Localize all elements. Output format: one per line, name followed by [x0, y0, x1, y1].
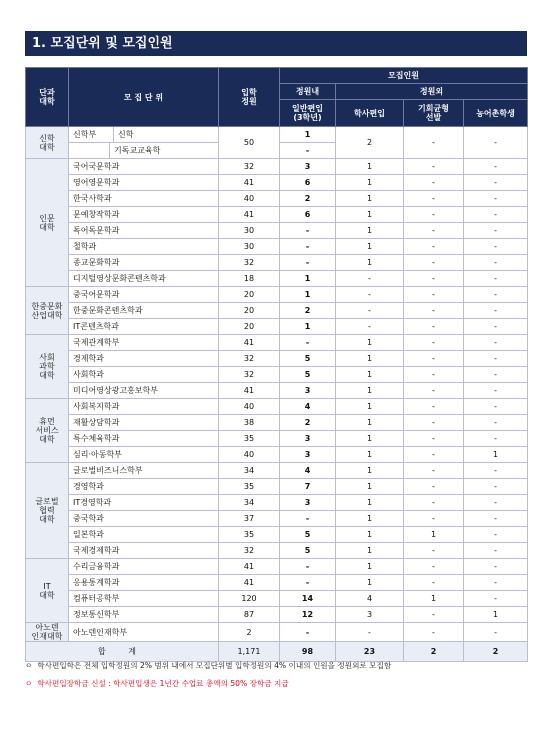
cell-general: 6 — [280, 207, 336, 223]
unit-name: 한국사학과 — [69, 191, 219, 207]
cell-bachelor: 4 — [336, 591, 404, 607]
cell-bachelor: 1 — [336, 479, 404, 495]
cell-equal: - — [404, 239, 464, 255]
unit-name: 철학과 — [69, 239, 219, 255]
cell-bachelor: 1 — [336, 175, 404, 191]
cell-quota: 32 — [219, 351, 280, 367]
unit-name: 글로벌비즈니스학부 — [69, 463, 219, 479]
table-row — [26, 463, 528, 479]
cell-general: 1 — [280, 271, 336, 287]
cell-equal: - — [404, 127, 464, 159]
unit-name: 문예창작학과 — [69, 207, 219, 223]
cell-rural: - — [464, 175, 528, 191]
cell-bachelor: - — [336, 303, 404, 319]
unit-name: 미디어영상광고홍보학부 — [69, 383, 219, 399]
table-row — [26, 335, 528, 351]
unit-name: 수리금융학과 — [69, 559, 219, 575]
cell-quota: 37 — [219, 511, 280, 527]
cell-rural: - — [464, 383, 528, 399]
table-row — [26, 207, 528, 223]
cell-rural: - — [464, 527, 528, 543]
cell-general: 4 — [280, 399, 336, 415]
cell-general: - — [280, 143, 336, 159]
cell-bachelor: 1 — [336, 543, 404, 559]
cell-bachelor: 1 — [336, 383, 404, 399]
cell-rural: - — [464, 287, 528, 303]
header-unit: 모 집 단 위 — [69, 68, 219, 127]
cell-bachelor: 1 — [336, 255, 404, 271]
header-quota: 입학 정원 — [219, 68, 280, 127]
cell-general: 2 — [280, 191, 336, 207]
cell-quota: 40 — [219, 399, 280, 415]
cell-general: 7 — [280, 479, 336, 495]
total-row — [26, 642, 528, 662]
cell-bachelor: 1 — [336, 463, 404, 479]
cell-quota: 34 — [219, 463, 280, 479]
unit-name: 영어영문학과 — [69, 175, 219, 191]
unit-name: 한중문화콘텐츠학과 — [69, 303, 219, 319]
unit-name: 기독교교육학 — [109, 143, 218, 158]
unit-name: 심리·아동학부 — [69, 447, 219, 463]
cell-bachelor: 1 — [336, 239, 404, 255]
cell-quota: 20 — [219, 287, 280, 303]
cell-rural: - — [464, 255, 528, 271]
college-name: 인문 대학 — [26, 159, 69, 287]
unit-name: 디지털영상문화콘텐츠학과 — [69, 271, 219, 287]
cell-bachelor: 1 — [336, 399, 404, 415]
cell-rural: - — [464, 415, 528, 431]
unit-name: 국어국문학과 — [69, 159, 219, 175]
header-recruit: 모집인원 — [280, 68, 528, 84]
table-row — [26, 351, 528, 367]
cell-equal: - — [404, 207, 464, 223]
cell-general: 3 — [280, 159, 336, 175]
cell-equal: - — [404, 223, 464, 239]
cell-quota: 20 — [219, 319, 280, 335]
unit-name: 컴퓨터공학부 — [69, 591, 219, 607]
cell-equal: - — [404, 495, 464, 511]
cell-general: - — [280, 335, 336, 351]
unit-name: 재활상담학과 — [69, 415, 219, 431]
table-row — [26, 159, 528, 175]
unit-name: 특수체육학과 — [69, 431, 219, 447]
table-row — [26, 191, 528, 207]
cell-bachelor: 1 — [336, 527, 404, 543]
table-row — [26, 255, 528, 271]
table-row — [26, 287, 528, 303]
cell-bachelor: 1 — [336, 335, 404, 351]
cell-rural: - — [464, 463, 528, 479]
cell-general: 3 — [280, 431, 336, 447]
recruitment-table — [25, 67, 528, 662]
cell-equal: - — [404, 159, 464, 175]
note-2: ㅇ 학사편입장학금 신설 : 학사편입생은 1년간 수업료 총액의 50% 장학금 지급 — [25, 679, 289, 688]
cell-quota: 41 — [219, 383, 280, 399]
cell-quota: 41 — [219, 175, 280, 191]
cell-equal: - — [404, 511, 464, 527]
cell-equal: - — [404, 319, 464, 335]
cell-quota: 30 — [219, 223, 280, 239]
college-name: 한중문화 산업대학 — [26, 287, 69, 335]
section-title: 1. 모집단위 및 모집인원 — [25, 31, 527, 56]
cell-equal: 1 — [404, 591, 464, 607]
table-row — [26, 239, 528, 255]
cell-rural: - — [464, 495, 528, 511]
cell-general: - — [280, 511, 336, 527]
cell-bachelor: 1 — [336, 559, 404, 575]
unit-name: 신학 — [113, 127, 218, 142]
table-row — [26, 447, 528, 463]
cell-rural: - — [464, 559, 528, 575]
header-in-quota: 정원내 — [280, 84, 336, 100]
cell-equal: - — [404, 543, 464, 559]
table-row — [26, 479, 528, 495]
cell-bachelor: 1 — [336, 431, 404, 447]
cell-rural: - — [464, 159, 528, 175]
cell-bachelor: 1 — [336, 495, 404, 511]
unit-name: 중국학과 — [69, 511, 219, 527]
cell-rural: - — [464, 399, 528, 415]
table-row — [26, 175, 528, 191]
header-bachelor: 학사편입 — [336, 100, 404, 127]
cell-quota: 41 — [219, 575, 280, 591]
cell-general: 3 — [280, 383, 336, 399]
cell-bachelor: - — [336, 319, 404, 335]
cell-quota: 38 — [219, 415, 280, 431]
cell-bachelor: 1 — [336, 575, 404, 591]
cell-general: - — [280, 623, 336, 642]
cell-rural: - — [464, 303, 528, 319]
cell-bachelor: 2 — [336, 127, 404, 159]
cell-bachelor: 1 — [336, 415, 404, 431]
cell-equal: - — [404, 623, 464, 642]
cell-quota: 34 — [219, 495, 280, 511]
total-bachelor: 23 — [336, 642, 404, 662]
cell-equal: - — [404, 447, 464, 463]
cell-bachelor: 1 — [336, 367, 404, 383]
cell-general: 2 — [280, 303, 336, 319]
cell-rural: - — [464, 335, 528, 351]
cell-rural: - — [464, 367, 528, 383]
cell-equal: - — [404, 607, 464, 623]
cell-bachelor: 1 — [336, 447, 404, 463]
cell-bachelor: - — [336, 271, 404, 287]
cell-general: - — [280, 559, 336, 575]
table-row — [26, 367, 528, 383]
unit-group: 신학부 — [73, 130, 97, 139]
college-name: 사회 과학 대학 — [26, 335, 69, 399]
table-row — [26, 607, 528, 623]
cell-equal: - — [404, 431, 464, 447]
college-name: 휴먼 서비스 대학 — [26, 399, 69, 463]
header-out-quota: 정원외 — [336, 84, 528, 100]
table-row — [26, 543, 528, 559]
cell-bachelor: 1 — [336, 159, 404, 175]
table-row — [26, 431, 528, 447]
cell-equal: - — [404, 367, 464, 383]
total-equal: 2 — [404, 642, 464, 662]
cell-bachelor: 1 — [336, 223, 404, 239]
cell-rural: - — [464, 127, 528, 159]
cell-equal: - — [404, 175, 464, 191]
cell-general: 5 — [280, 367, 336, 383]
cell-bachelor: 3 — [336, 607, 404, 623]
cell-quota: 40 — [219, 191, 280, 207]
unit-name: 국제경제학과 — [69, 543, 219, 559]
cell-quota: 20 — [219, 303, 280, 319]
college-name: 아노덴 인재대학 — [26, 623, 69, 642]
note-1: ㅇ 학사편입학은 전체 입학정원의 2% 범위 내에서 모집단위별 입학정원의 4% 이내의 인원을 정원외로 모집함 — [25, 661, 392, 670]
table-row — [26, 511, 528, 527]
table-row — [26, 223, 528, 239]
cell-rural: 1 — [464, 607, 528, 623]
header-rural: 농어촌학생 — [464, 100, 528, 127]
header-equal: 기회균형 선발 — [404, 100, 464, 127]
unit-name: 경제학과 — [69, 351, 219, 367]
cell-general: - — [280, 223, 336, 239]
table-row — [26, 591, 528, 607]
cell-equal: - — [404, 479, 464, 495]
table-row — [26, 383, 528, 399]
cell-bachelor: 1 — [336, 207, 404, 223]
cell-rural: - — [464, 351, 528, 367]
cell-bachelor: - — [336, 623, 404, 642]
cell-general: 5 — [280, 351, 336, 367]
cell-rural: - — [464, 431, 528, 447]
cell-general: 14 — [280, 591, 336, 607]
cell-quota: 35 — [219, 527, 280, 543]
cell-equal: - — [404, 575, 464, 591]
college-name: 글로벌 협력 대학 — [26, 463, 69, 559]
cell-equal: - — [404, 351, 464, 367]
unit-name: 응용통계학과 — [69, 575, 219, 591]
cell-general: 1 — [280, 287, 336, 303]
table-row — [26, 527, 528, 543]
cell-rural: - — [464, 271, 528, 287]
college-name: IT 대학 — [26, 559, 69, 623]
total-rural: 2 — [464, 642, 528, 662]
cell-quota: 120 — [219, 591, 280, 607]
cell-general: 1 — [280, 127, 336, 143]
table-row — [26, 575, 528, 591]
cell-equal: - — [404, 383, 464, 399]
cell-equal: - — [404, 303, 464, 319]
cell-rural: - — [464, 623, 528, 642]
cell-general: 2 — [280, 415, 336, 431]
cell-general: 3 — [280, 495, 336, 511]
header-college: 단과 대학 — [26, 68, 69, 127]
cell-quota: 30 — [219, 239, 280, 255]
table-row — [26, 303, 528, 319]
table-row — [26, 415, 528, 431]
unit-name: 사회복지학과 — [69, 399, 219, 415]
cell-quota: 18 — [219, 271, 280, 287]
table-row — [26, 127, 528, 143]
cell-quota: 35 — [219, 431, 280, 447]
cell-rural: - — [464, 543, 528, 559]
cell-rural: - — [464, 207, 528, 223]
table-row — [26, 495, 528, 511]
table-row — [26, 559, 528, 575]
unit-name: 아노덴인재학부 — [69, 623, 219, 642]
cell-rural: - — [464, 191, 528, 207]
unit-name: 독어독문학과 — [69, 223, 219, 239]
unit-name: 종교문화학과 — [69, 255, 219, 271]
college-name: 신학 대학 — [26, 127, 69, 159]
cell-equal: - — [404, 415, 464, 431]
cell-quota: 41 — [219, 207, 280, 223]
unit-name: 일본학과 — [69, 527, 219, 543]
cell-bachelor: 1 — [336, 351, 404, 367]
total-general: 98 — [280, 642, 336, 662]
cell-quota: 2 — [219, 623, 280, 642]
cell-equal: - — [404, 399, 464, 415]
cell-general: 5 — [280, 543, 336, 559]
cell-equal: - — [404, 287, 464, 303]
cell-quota: 50 — [219, 127, 280, 159]
unit-name: 경영학과 — [69, 479, 219, 495]
cell-bachelor: 1 — [336, 191, 404, 207]
cell-general: - — [280, 575, 336, 591]
cell-rural: - — [464, 319, 528, 335]
cell-quota: 32 — [219, 367, 280, 383]
cell-quota: 32 — [219, 159, 280, 175]
unit-name: IT콘텐츠학과 — [69, 319, 219, 335]
cell-general: - — [280, 239, 336, 255]
cell-general: 6 — [280, 175, 336, 191]
cell-general: 1 — [280, 319, 336, 335]
cell-rural: - — [464, 479, 528, 495]
table-row — [26, 319, 528, 335]
cell-bachelor: - — [336, 287, 404, 303]
cell-general: - — [280, 255, 336, 271]
cell-rural: - — [464, 591, 528, 607]
cell-rural: 1 — [464, 447, 528, 463]
cell-equal: - — [404, 463, 464, 479]
cell-quota: 32 — [219, 255, 280, 271]
total-label: 합 계 — [26, 642, 219, 662]
unit-name: 국제관계학부 — [69, 335, 219, 351]
cell-general: 3 — [280, 447, 336, 463]
cell-rural: - — [464, 575, 528, 591]
cell-general: 5 — [280, 527, 336, 543]
cell-equal: - — [404, 191, 464, 207]
cell-quota: 32 — [219, 543, 280, 559]
cell-quota: 41 — [219, 559, 280, 575]
cell-quota: 41 — [219, 335, 280, 351]
cell-equal: - — [404, 335, 464, 351]
header-general: 일반편입 (3학년) — [280, 100, 336, 127]
cell-quota: 40 — [219, 447, 280, 463]
unit-name: 정보통신학부 — [69, 607, 219, 623]
total-quota: 1,171 — [219, 642, 280, 662]
unit-name: 중국어문학과 — [69, 287, 219, 303]
cell-bachelor: 1 — [336, 511, 404, 527]
cell-rural: - — [464, 223, 528, 239]
cell-equal: - — [404, 255, 464, 271]
cell-equal: - — [404, 271, 464, 287]
cell-equal: - — [404, 559, 464, 575]
cell-general: 12 — [280, 607, 336, 623]
cell-rural: - — [464, 239, 528, 255]
table-row — [26, 271, 528, 287]
cell-equal: 1 — [404, 527, 464, 543]
cell-general: 4 — [280, 463, 336, 479]
cell-quota: 87 — [219, 607, 280, 623]
notes — [25, 660, 527, 690]
cell-rural: - — [464, 511, 528, 527]
table-row — [26, 399, 528, 415]
table-row — [26, 623, 528, 642]
cell-quota: 35 — [219, 479, 280, 495]
unit-name: 사회학과 — [69, 367, 219, 383]
unit-name: IT경영학과 — [69, 495, 219, 511]
